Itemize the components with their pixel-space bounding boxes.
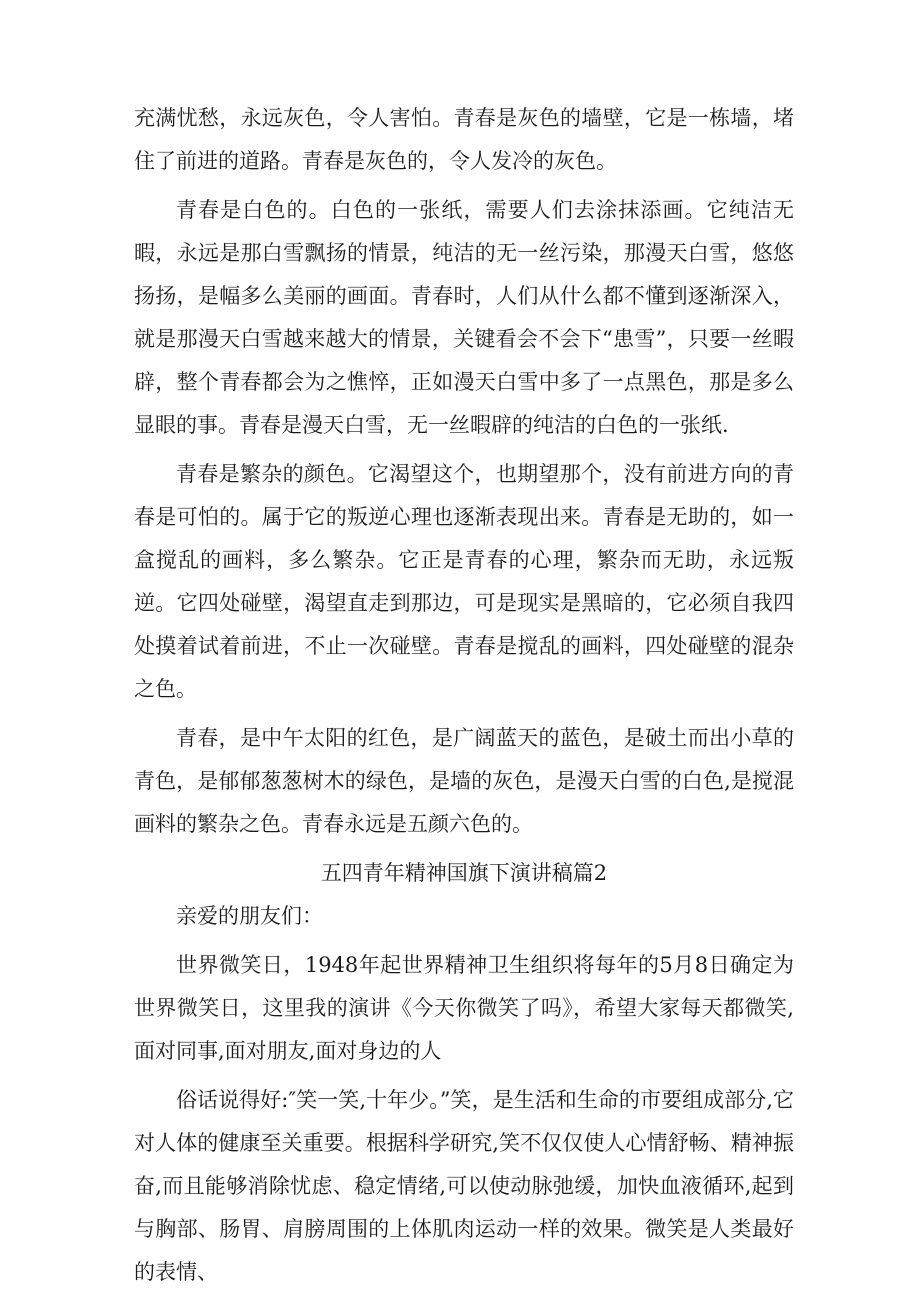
paragraph-mixed: 青春是繁杂的颜色。它渴望这个，也期望那个，没有前进方向的青春是可怕的。属于它的叛逆心理也逐渐表现出来。青春是无助的，如一盒搅乱的画料，多么繁杂。它正是青春的心理，繁杂而无助，永远叛逆。它四处碰壁，渴望直走到那边，可是现实是黑暗的，它必须自我四处摸着试着前进，不止一次碰壁。青春是搅乱的画料，四处碰壁的混杂之色。 [134, 462, 794, 701]
paragraph-colorful: 青春，是中午太阳的红色，是广阔蓝天的蓝色，是破土而出小草的青色，是郁郁葱葱树木的绿色，是墙的灰色，是漫天白雪的白色,是搅混画料的繁杂之色。青春永远是五颜六色的。 [134, 726, 794, 836]
paragraph-saying: 俗话说得好:″笑一笑,十年少。”笑，是生活和生命的市要组成部分,它对人体的健康至关重要。根据科学研究,笑不仅仅使人心情舒畅、精神振奋,而且能够消除忧虑、稳定情绪,可以使动脉弛缓，加快血液循环,起到与胸部、肠胃、肩膀周围的上体肌肉运动一样的效果。微笑是人类最好的表情、 [134, 1088, 794, 1284]
section-heading: 五四青年精神国旗下演讲稿篇2 [320, 861, 608, 885]
paragraph-greeting: 亲爱的朋友们： [176, 904, 323, 928]
paragraph-white: 青春是白色的。白色的一张纸，需要人们去涂抹添画。它纯洁无暇，永远是那白雪飘扬的情景，纯洁的无一丝污染，那漫天白雪，悠悠扬扬，是幅多么美丽的画面。青春时，人们从什么都不懂到逐渐深入，就是那漫天白雪越来越大的情景，关键看会不会下“患雪”，只要一丝暇辟，整个青春都会为之憔悴，正如漫天白雪中多了一点黑色，那是多么显眼的事。青春是漫天白雪，无一丝暇辟的纯洁的白色的一张纸. [134, 198, 794, 437]
paragraph-smile-day: 世界微笑日，1948年起世界精神卫生组织将每年的5月8日确定为世界微笑日，这里我的演讲《今天你微笑了吗》，希望大家每天都微笑,面对同事,面对朋友,面对身边的人 [134, 953, 794, 1063]
paragraph-gray-continued: 充满忧愁，永远灰色，令人害怕。青春是灰色的墙壁，它是一栋墙，堵住了前进的道路。青春是灰色的，令人发冷的灰色。 [134, 106, 794, 173]
